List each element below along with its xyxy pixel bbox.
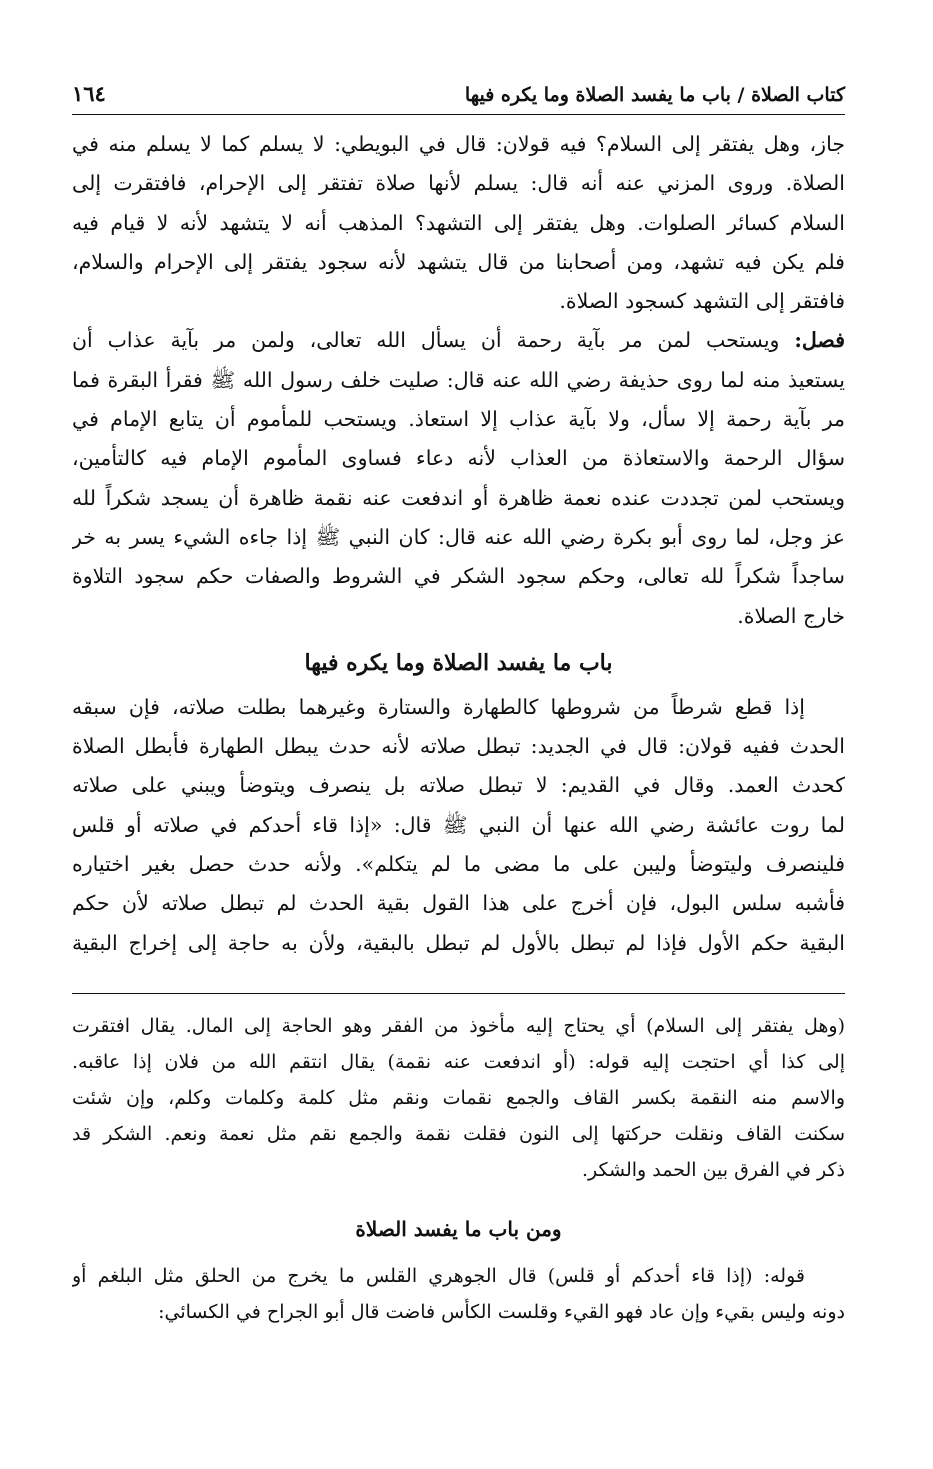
text-line: كحدث العمد. وقال في القديم: لا تبطل صلاته بل ينصرف ويتوضأ ويبني على صلاته (72, 773, 845, 798)
text-line: ذكر في الفرق بين الحمد والشكر. (582, 1158, 845, 1181)
running-title: كتاب الصلاة / باب ما يفسد الصلاة وما يكره فيها (464, 84, 845, 106)
text-line: لما روت عائشة رضي الله عنها أن النبي ﷺ قال: «إذا قاء أحدكم في صلاته أو قلس (72, 812, 845, 837)
text-line: الحدث ففيه قولان: قال في الجديد: تبطل صلاته لأنه حدث يبطل الطهارة فأبطل الصلاة (72, 734, 845, 759)
footnote-rule (72, 993, 845, 994)
footnote-paragraph (72, 1258, 845, 1330)
text-line: عز وجل، لما روى أبو بكرة رضي الله عنه قال: كان النبي ﷺ إذا جاءه الشيء يسر به خر (72, 524, 845, 549)
text-line: ويستحب لمن تجددت عنده نعمة ظاهرة أو اندفعت عنه نقمة ظاهرة أن يسجد شكراً لله (72, 485, 845, 510)
text-line: إلى كذا أي احتجت إليه قوله: (أو اندفعت عنه نقمة) يقال انتقم الله من فلان إذا عاقبه. (72, 1050, 845, 1073)
text-line: (وهل يفتقر إلى السلام) أي يحتاج إليه مأخوذ من الفقر وهو الحاجة إلى المال. يقال افتقرت (72, 1014, 845, 1037)
text-line: جاز، وهل يفتقر إلى السلام؟ فيه قولان: قال في البويطي: لا يسلم كما لا يسلم منه في (72, 132, 845, 156)
text-line: قوله: (إذا قاء أحدكم أو قلس) قال الجوهري القلس ما يخرج من الحلق مثل البلغم أو (72, 1264, 805, 1287)
text-line: السلام كسائر الصلوات. وهل يفتقر إلى التشهد؟ المذهب أنه لا يتشهد لأنه لا قيام فيه (72, 210, 845, 235)
text-line (72, 321, 845, 360)
text-line: إذا قطع شرطاً من شروطها كالطهارة والستارة وغيرهما بطلت صلاته، فإن سبقه (72, 694, 805, 719)
text-line: يستعيذ منه لما روى حذيفة رضي الله عنه قال: صليت خلف رسول الله ﷺ فقرأ البقرة فما (72, 367, 845, 392)
running-header (72, 70, 845, 106)
paragraph-chapter-body (72, 688, 845, 963)
chapter-title: باب ما يفسد الصلاة وما يكره فيها (304, 649, 613, 676)
notes-subtitle: ومن باب ما يفسد الصلاة (355, 1216, 562, 1241)
text-line: دونه وليس بقيء وإن عاد فهو القيء وقلست الكأس فاضت قال أبو الجراح في الكسائي: (158, 1300, 845, 1323)
text-line: سؤال الرحمة والاستعاذة من العذاب لأنه دعاء فساوى المأموم الإمام فيه كالتأمين، (72, 446, 845, 471)
paragraph-salam (72, 125, 845, 321)
page-number: ١٦٤ (72, 81, 106, 106)
header-rule (72, 114, 845, 115)
text-line: فلينصرف وليتوضأ وليبن على ما مضى ما لم يتكلم». ولأنه حدث حصل بغير اختياره (72, 852, 845, 877)
text-line: الصلاة. وروى المزني عنه أنه قال: يسلم لأنها صلاة تفتقر إلى الإحرام، فافتقرت إلى (72, 171, 845, 196)
text-segment: ويستحب لمن مر بآية رحمة أن يسأل الله تعالى، ولمن مر بآية عذاب أن (72, 328, 780, 353)
paragraph-fasl (72, 321, 845, 635)
text-line: سكنت القاف ونقلت حركتها إلى النون فقلت نقمة والجمع نقم مثل نعمة ونعم. الشكر قد (72, 1122, 845, 1145)
section-lead: فصل: (794, 328, 845, 353)
footnote-paragraph (72, 1008, 845, 1188)
book-page (72, 70, 845, 1330)
text-line: فلم يكن فيه تشهد، ومن أصحابنا من قال يتشهد لأنه سجود يفتقر إلى الإحرام والسلام، (72, 249, 845, 274)
footnotes (72, 1008, 845, 1330)
text-line: ساجداً شكراً لله تعالى، وحكم سجود الشكر في الشروط والصفات حكم سجود التلاوة (72, 564, 845, 589)
text-line: البقية حكم الأول فإذا لم تبطل بالأول لم تبطل بالبقية، ولأن به حاجة إلى إخراج البقية (72, 930, 845, 955)
text-line: والاسم منه النقمة بكسر القاف والجمع نقمات ونقم مثل كلمة وكلمات وكلم، وإن شئت (72, 1086, 845, 1109)
text-line: فأشبه سلس البول، فإن أخرج على هذا القول بقية الحدث لم تبطل صلاته لأن حكم (72, 891, 845, 916)
text-line: فافتقر إلى التشهد كسجود الصلاة. (559, 289, 845, 314)
text-line: مر بآية رحمة إلا سأل، ولا بآية عذاب إلا استعاذ. ويستحب للمأموم أن يتابع الإمام في (72, 407, 845, 432)
text-line: خارج الصلاة. (737, 603, 845, 628)
